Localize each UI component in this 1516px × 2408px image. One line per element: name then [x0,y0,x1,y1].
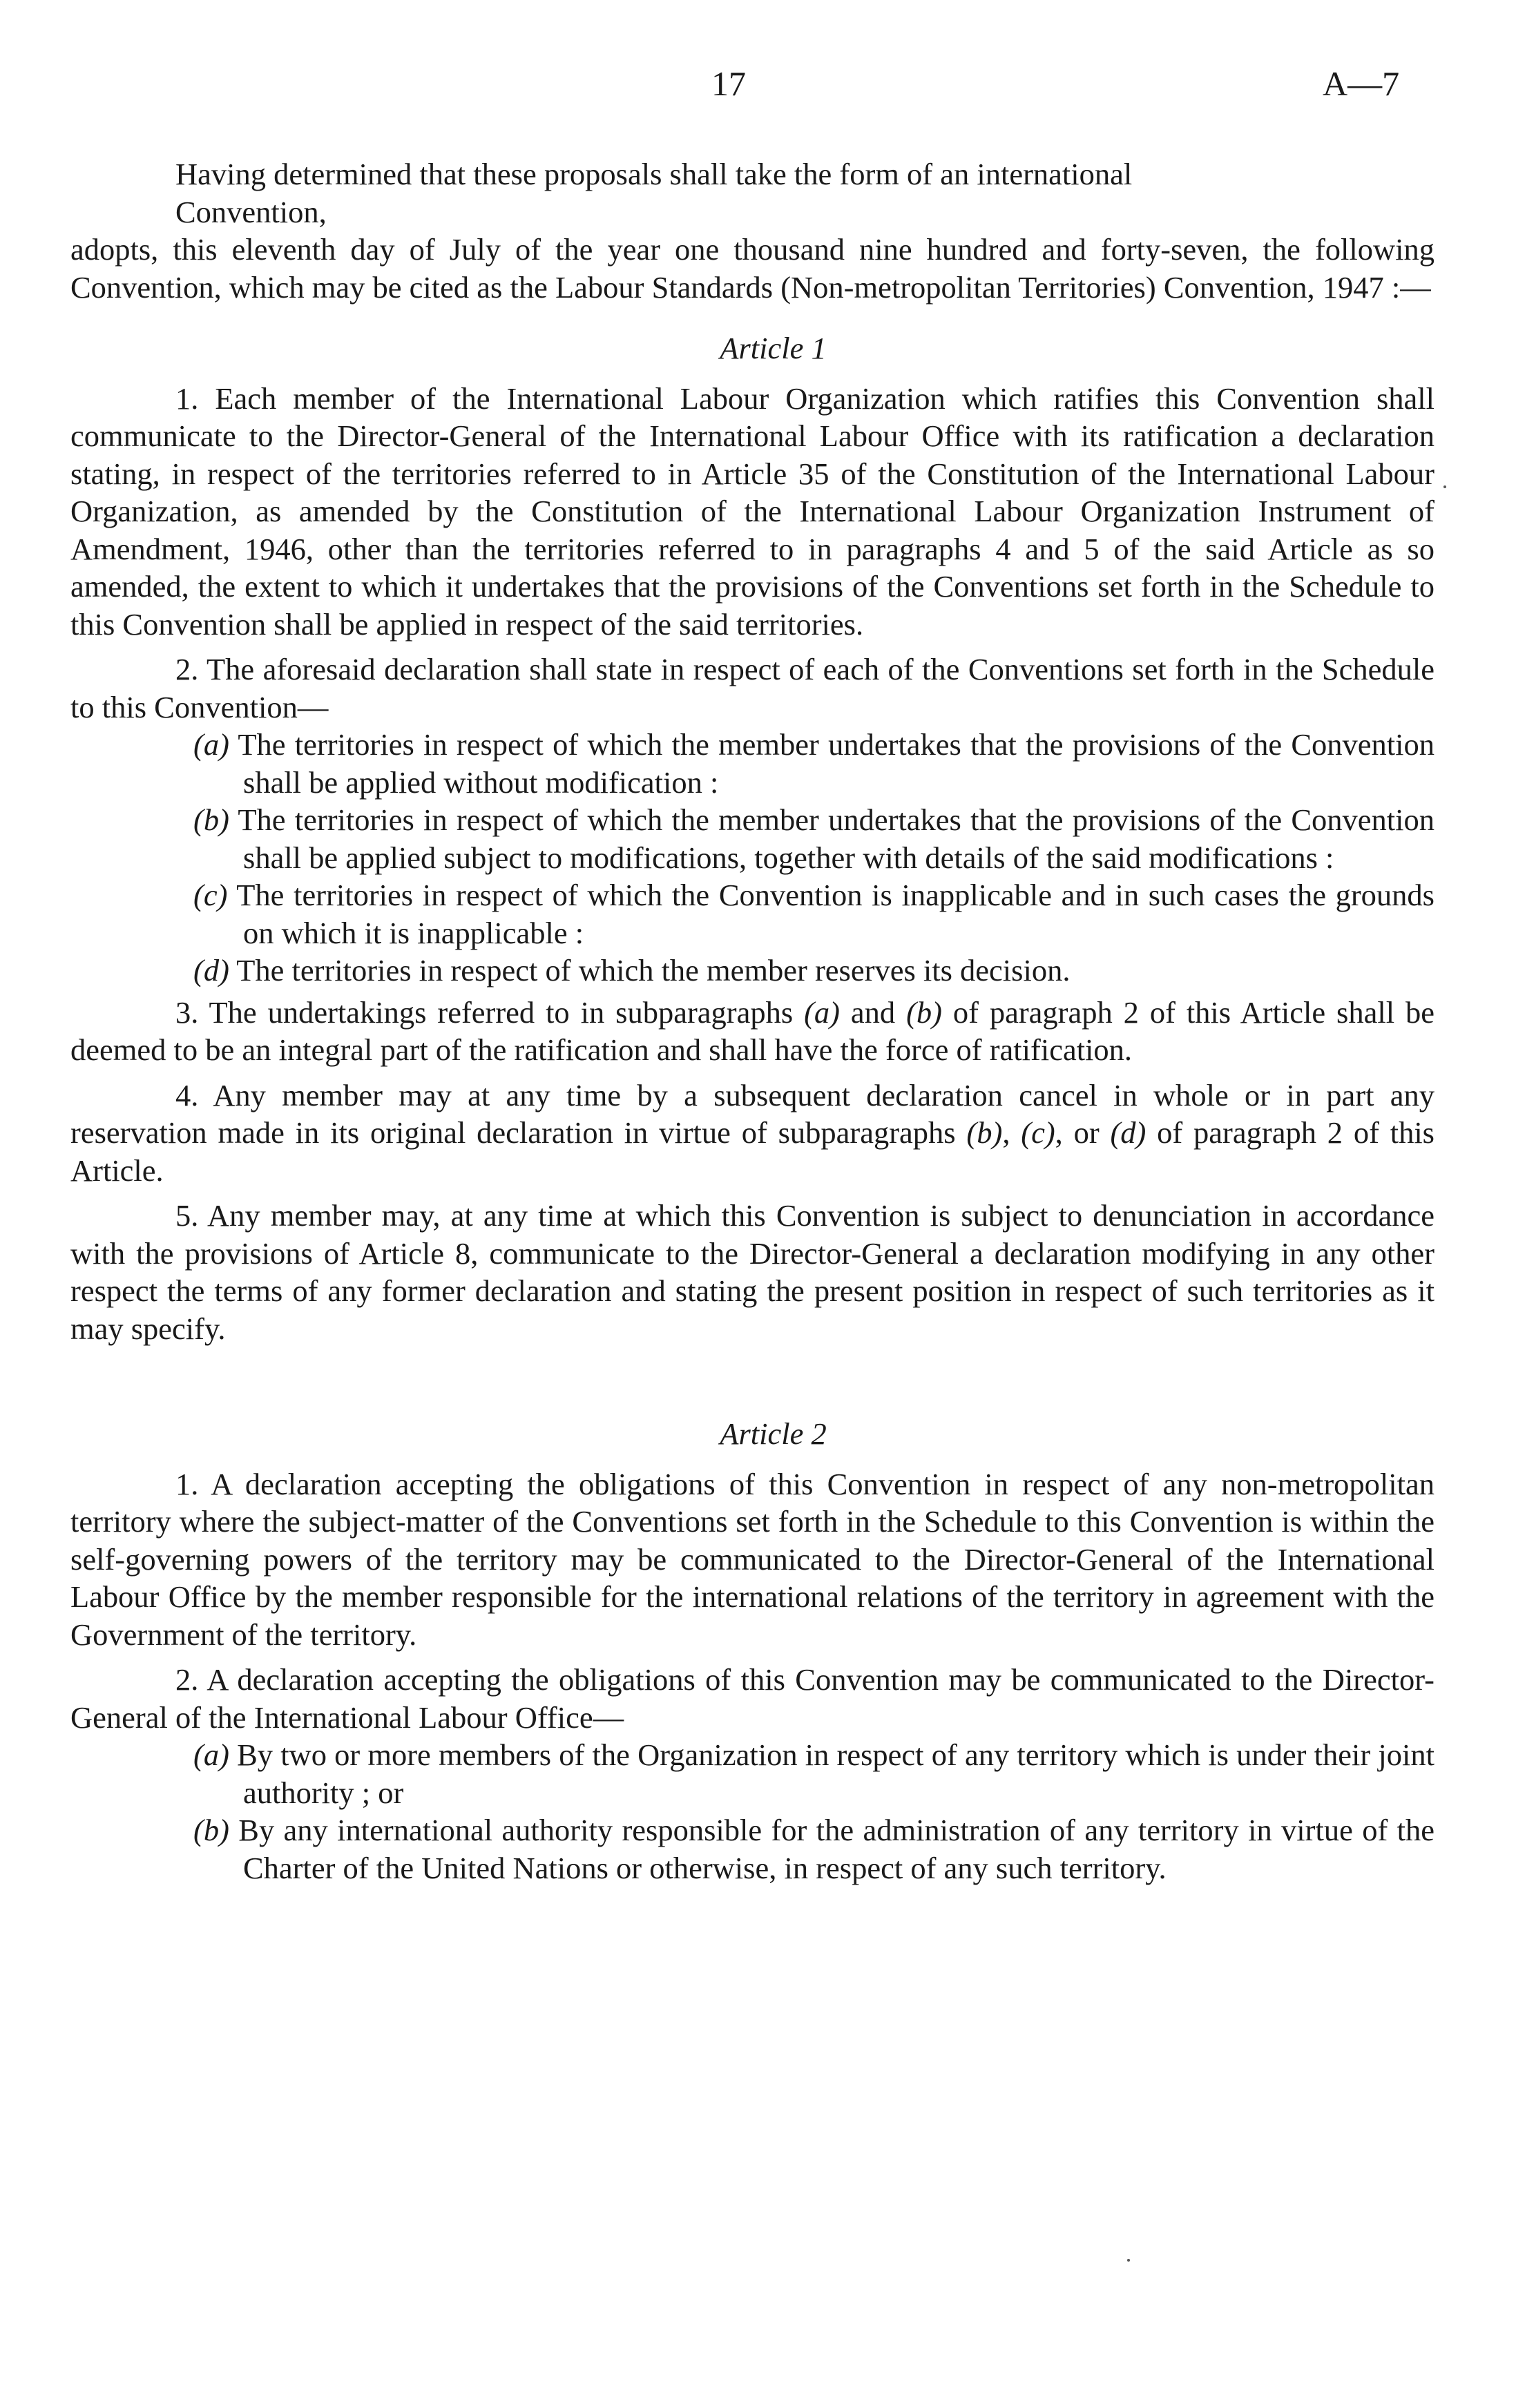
item-label: (a) [193,727,229,762]
text-run: and [839,994,907,1030]
subparagraph-ref: (b) [966,1115,1003,1150]
page-number: 17 [711,64,746,103]
item-text: The territories in respect of which the member undertakes that the provisions of the Convention shall be applied subject to modifications, together with details of the said modifications : [238,802,1435,875]
list-item [70,952,1435,990]
subparagraph-ref: (b) [906,994,942,1030]
article-2-heading: Article 2 [720,1416,827,1451]
text-run: 3. The undertakings referred to in subparagraphs [175,994,805,1030]
text-run: , [1002,1115,1021,1150]
scan-speck [1443,485,1446,488]
scan-speck [1127,2259,1130,2262]
list-item [70,726,1435,801]
preamble-line-1: Having determined that these proposals shall take the form of an international [175,157,1133,191]
item-label: (a) [193,1737,229,1772]
page-header [0,64,1516,119]
list-item [70,1736,1435,1811]
article-1-subparagraph-list [70,726,1435,990]
item-text: The territories in respect of which the Convention is inapplicable and in such cases the grounds on which it is inapplicable : [236,878,1435,950]
article-1-paragraph-3 [70,994,1435,1069]
text-run: 4. Any member may at any time by a subsequent declaration cancel in whole or in part any reservation made in its original declaration in virtue of subparagraphs [70,1077,1435,1150]
article-1-paragraph-2: 2. The aforesaid declaration shall state in respect of each of the Conventions set forth in the Schedule to this Convention— [70,652,1435,724]
item-label: (d) [193,953,229,988]
document-body [70,155,1435,1887]
article-2-paragraph-1: 1. A declaration accepting the obligations of this Convention in respect of any non-metropolitan territory where the subject-matter of the Conventions set forth in the Schedule to this Convention is within the self-governing powers of the territory may be communicated to the Director-General of the International Labour Office by the member responsible for the international relations of the territory in agreement with the Government of the territory. [70,1466,1435,1652]
subparagraph-ref: (d) [1110,1115,1146,1150]
article-1-paragraph-5: 5. Any member may, at any time at which this Convention is subject to denunciation in accordance with the provisions of Article 8, communicate to the Director-General a declaration modifying in any other respect the terms of any former declaration and stating the present position in respect of such territories as it may specify. [70,1198,1435,1346]
item-label: (b) [193,802,229,837]
text-run: of paragraph 2 of this Article shall be deemed to be an integral part of the ratification and shall have the force of ratification. [70,994,1435,1067]
article-2-subparagraph-list [70,1736,1435,1887]
article-1-heading: Article 1 [720,331,827,365]
item-text: By any international authority responsible for the administration of any territory in virtue of the Charter of the United Nations or otherwise, in respect of any such territory. [238,1813,1435,1885]
item-text: The territories in respect of which the member undertakes that the provisions of the Convention shall be applied without modification : [238,727,1435,800]
subparagraph-ref: (c) [1021,1115,1055,1150]
preamble-adoption-clause: adopts, this eleventh day of July of the year one thousand nine hundred and forty-seven, the following Convention, which may be cited as the Labour Standards (Non-metropolitan Territories) Convention, 1947 :— [70,232,1435,305]
list-item [70,876,1435,952]
article-1-paragraph-1: 1. Each member of the International Labour Organization which ratifies this Convention shall communicate to the Director-General of the International Labour Office with its ratification a declaration stating, in respect of the territories referred to in Article 35 of the Constitution of the International Labour Organization, as amended by the Constitution of the International Labour Organization Instrument of Amendment, 1946, other than the territories referred to in paragraphs 4 and 5 of the said Article as so amended, the extent to which it undertakes that the provisions of the Conventions set forth in the Schedule to this Convention shall be applied in respect of the said territories. [70,381,1435,642]
preamble-line-2: Convention, [175,194,327,229]
article-2-paragraph-2: 2. A declaration accepting the obligations of this Convention may be communicated to the Director-General of the International Labour Office— [70,1662,1435,1735]
list-item [70,1811,1435,1887]
item-label: (c) [193,878,228,912]
item-text: The territories in respect of which the member reserves its decision. [236,953,1071,988]
article-1-paragraph-4 [70,1077,1435,1190]
document-reference: A—7 [1323,64,1400,103]
item-text: By two or more members of the Organization in respect of any territory which is under their joint authority ; or [237,1737,1435,1810]
text-run: , or [1055,1115,1111,1150]
subparagraph-ref: (a) [804,994,840,1030]
text-run: of paragraph 2 of this Article. [70,1115,1435,1188]
list-item [70,801,1435,876]
item-label: (b) [193,1813,229,1847]
